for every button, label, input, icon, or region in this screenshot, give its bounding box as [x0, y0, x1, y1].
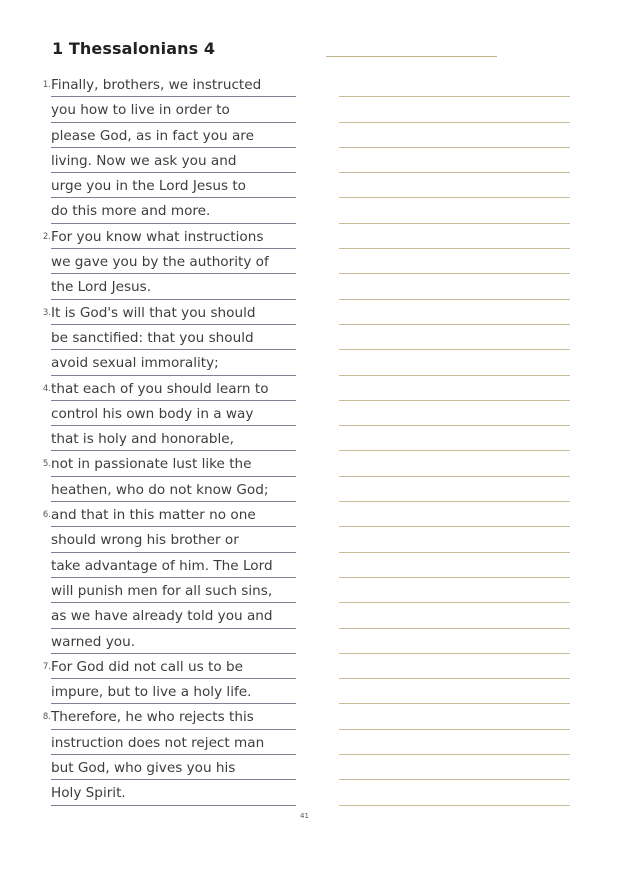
verse-text: Holy Spirit.	[51, 780, 296, 805]
writing-line[interactable]	[339, 224, 570, 249]
writing-line[interactable]	[339, 173, 570, 198]
writing-practice-column	[339, 72, 570, 806]
writing-line[interactable]	[339, 755, 570, 780]
writing-line[interactable]	[339, 629, 570, 654]
verse-line	[36, 603, 296, 628]
writing-line[interactable]	[339, 350, 570, 375]
verse-text: heathen, who do not know God;	[51, 477, 296, 502]
writing-line[interactable]	[339, 97, 570, 122]
writing-line[interactable]	[339, 502, 570, 527]
verse-line	[36, 477, 296, 502]
writing-line[interactable]	[339, 477, 570, 502]
verse-line	[36, 249, 296, 274]
verse-text: warned you.	[51, 629, 296, 654]
verse-line	[36, 502, 296, 527]
verse-text: control his own body in a way	[51, 401, 296, 426]
writing-line[interactable]	[339, 72, 570, 97]
writing-line[interactable]	[339, 198, 570, 223]
verse-text: Finally, brothers, we instructed	[51, 72, 296, 97]
verse-text: that is holy and honorable,	[51, 426, 296, 451]
writing-line[interactable]	[339, 123, 570, 148]
verse-text: do this more and more.	[51, 198, 296, 223]
verse-number: 2.	[42, 231, 51, 242]
writing-line[interactable]	[339, 730, 570, 755]
verse-text: and that in this matter no one	[51, 502, 296, 527]
verse-line	[36, 755, 296, 780]
verse-number: 7.	[42, 661, 51, 672]
writing-line[interactable]	[339, 148, 570, 173]
verse-number: 5.	[42, 459, 51, 470]
verse-line	[36, 224, 296, 249]
verse-line	[36, 578, 296, 603]
verse-text: the Lord Jesus.	[51, 274, 296, 299]
verse-text: will punish men for all such sins,	[51, 578, 296, 603]
verse-line	[36, 123, 296, 148]
writing-line[interactable]	[339, 704, 570, 729]
verse-text: that each of you should learn to	[51, 376, 296, 401]
verse-line	[36, 679, 296, 704]
verse-line	[36, 780, 296, 805]
verse-text: instruction does not reject man	[51, 730, 296, 755]
verse-text: be sanctified: that you should	[51, 325, 296, 350]
verse-text: we gave you by the authority of	[51, 249, 296, 274]
verse-text: take advantage of him. The Lord	[51, 553, 296, 578]
verse-line	[36, 198, 296, 223]
writing-line[interactable]	[339, 274, 570, 299]
verse-line	[36, 72, 296, 97]
verse-text: not in passionate lust like the	[51, 451, 296, 476]
verse-line	[36, 553, 296, 578]
writing-line[interactable]	[339, 401, 570, 426]
verse-text: living. Now we ask you and	[51, 148, 296, 173]
verse-line	[36, 325, 296, 350]
verse-line	[36, 401, 296, 426]
writing-line[interactable]	[339, 376, 570, 401]
verse-text: For God did not call us to be	[51, 654, 296, 679]
verse-text: It is God's will that you should	[51, 300, 296, 325]
writing-line[interactable]	[339, 527, 570, 552]
verse-number: 6.	[42, 510, 51, 521]
verse-text: Therefore, he who rejects this	[51, 704, 296, 729]
verse-text: avoid sexual immorality;	[51, 350, 296, 375]
name-writing-line[interactable]	[326, 56, 497, 57]
verse-text: For you know what instructions	[51, 224, 296, 249]
writing-line[interactable]	[339, 300, 570, 325]
writing-line[interactable]	[339, 451, 570, 476]
writing-line[interactable]	[339, 679, 570, 704]
verse-line	[36, 654, 296, 679]
verse-number: 4.	[42, 383, 51, 394]
verse-text: should wrong his brother or	[51, 527, 296, 552]
verse-text-column	[36, 72, 296, 806]
verse-line	[36, 97, 296, 122]
verse-number: 8.	[42, 712, 51, 723]
verse-text: please God, as in fact you are	[51, 123, 296, 148]
verse-line	[36, 350, 296, 375]
page-number: 41	[300, 812, 309, 820]
verse-line	[36, 148, 296, 173]
verse-line	[36, 527, 296, 552]
verse-line	[36, 173, 296, 198]
verse-line	[36, 300, 296, 325]
page-title: 1 Thessalonians 4	[52, 39, 216, 58]
writing-line[interactable]	[339, 578, 570, 603]
verse-text: but God, who gives you his	[51, 755, 296, 780]
verse-number: 1.	[42, 80, 51, 90]
verse-line	[36, 704, 296, 729]
verse-line	[36, 730, 296, 755]
writing-line[interactable]	[339, 654, 570, 679]
writing-line[interactable]	[339, 249, 570, 274]
verse-line	[36, 376, 296, 401]
writing-line[interactable]	[339, 325, 570, 350]
writing-line[interactable]	[339, 426, 570, 451]
verse-line	[36, 629, 296, 654]
verse-text: impure, but to live a holy life.	[51, 679, 296, 704]
verse-line	[36, 274, 296, 299]
writing-line[interactable]	[339, 780, 570, 805]
verse-text: urge you in the Lord Jesus to	[51, 173, 296, 198]
verse-line	[36, 451, 296, 476]
verse-line	[36, 426, 296, 451]
verse-text: as we have already told you and	[51, 603, 296, 628]
writing-line[interactable]	[339, 553, 570, 578]
writing-line[interactable]	[339, 603, 570, 628]
verse-number: 3.	[42, 307, 51, 318]
verse-text: you how to live in order to	[51, 97, 296, 122]
